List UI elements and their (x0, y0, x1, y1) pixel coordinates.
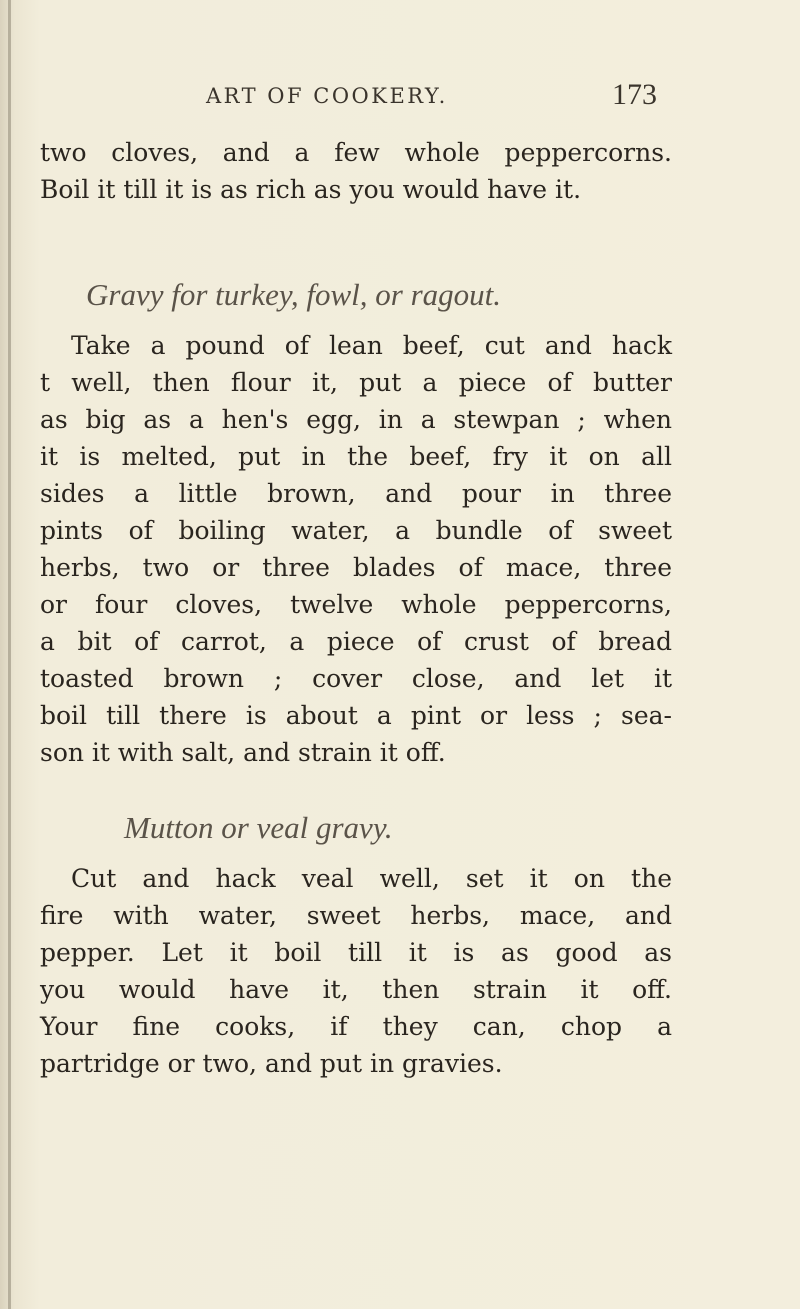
recipe-heading-mutton-gravy: Mutton or veal gravy. (124, 810, 393, 845)
text-line: boil till there is about a pint or less ; sea- (40, 701, 672, 730)
text-line: sides a little brown, and pour in three (40, 479, 672, 508)
recipe-body-mutton-gravy (40, 860, 672, 1082)
opening-paragraph (40, 134, 672, 208)
text-line: Boil it till it is as rich as you would have it. (40, 175, 582, 204)
recipe-body-turkey-gravy (40, 327, 672, 771)
text-line: it is melted, put in the beef, fry it on all (40, 442, 672, 471)
text-line: Take a pound of lean beef, cut and hack (71, 331, 672, 360)
text-line: you would have it, then strain it off. (40, 975, 672, 1004)
text-line: Your fine cooks, if they can, chop a (40, 1012, 672, 1041)
text-line: as big as a hen's egg, in a stewpan ; when (40, 405, 672, 434)
page-gutter (8, 0, 11, 1309)
text-line: partridge or two, and put in gravies. (40, 1049, 503, 1078)
text-line: son it with salt, and strain it off. (40, 738, 446, 767)
text-line: or four cloves, twelve whole peppercorns, (40, 590, 672, 619)
text-line: a bit of carrot, a piece of crust of bread (40, 627, 672, 656)
text-line: pints of boiling water, a bundle of sweet (40, 516, 672, 545)
page-number: 173 (612, 78, 657, 111)
running-head: ART OF COOKERY. (206, 84, 448, 108)
text-line: two cloves, and a few whole peppercorns. (40, 138, 672, 167)
text-line: pepper. Let it boil till it is as good as (40, 938, 672, 967)
text-line: toasted brown ; cover close, and let it (40, 664, 672, 693)
text-line: fire with water, sweet herbs, mace, and (40, 901, 672, 930)
text-line: t well, then flour it, put a piece of butter (40, 368, 672, 397)
text-line: Cut and hack veal well, set it on the (71, 864, 672, 893)
page-header (0, 78, 800, 122)
text-line: herbs, two or three blades of mace, three (40, 553, 672, 582)
recipe-heading-turkey-gravy: Gravy for turkey, fowl, or ragout. (86, 277, 502, 312)
